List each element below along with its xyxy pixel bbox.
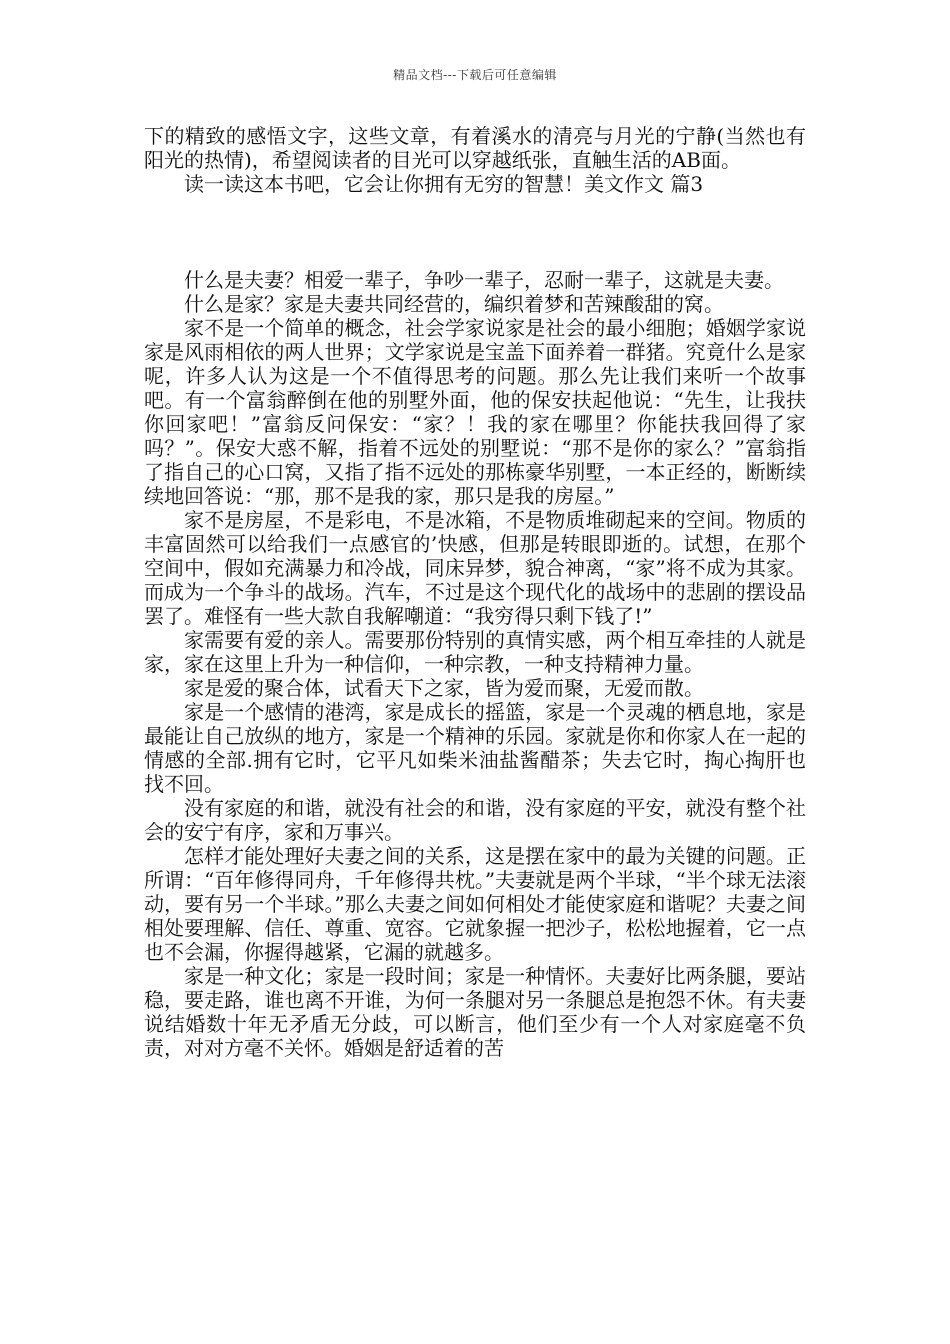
paragraph: 家不是房屋，不是彩电，不是冰箱，不是物质堆砌起来的空间。物质的丰富固然可以给我们一点感官的’快感，但那是转眼即逝的。试想，在那个空间中，假如充满暴力和冷战，同床异梦，貌合神离，“家”将不成为其家。而成为一个争斗的战场。汽车，不过是这个现代化的战场中的悲剧的摆设品罢了。难怪有一些大款自我解嘲道：“我穷得只剩下钱了!” — [144, 508, 806, 628]
paragraph-section-heading: 读一读这本书吧，它会让你拥有无穷的智慧！美文作文 篇3 — [184, 172, 704, 196]
paragraph: 什么是夫妻？相爱一辈子，争吵一辈子，忍耐一辈子，这就是夫妻。 — [184, 268, 784, 292]
paragraph: 什么是家？家是夫妻共同经营的，编织着梦和苦辣酸甜的窝。 — [184, 292, 724, 316]
page-header: 精品文档---下载后可任意编辑 — [393, 68, 557, 82]
paragraph: 没有家庭的和谐，就没有社会的和谐，没有家庭的平安，就没有整个社会的安宁有序，家和万事兴。 — [144, 796, 806, 844]
paragraph: 家是爱的聚合体，试看天下之家，皆为爱而聚，无爱而散。 — [184, 676, 704, 700]
document-body — [144, 124, 806, 1060]
paragraph-continuation: 下的精致的感悟文字，这些文章，有着溪水的清亮与月光的宁静(当然也有阳光的热情)，希望阅读者的目光可以穿越纸张，直触生活的AB面。 — [144, 124, 806, 172]
paragraph: 家是一个感情的港湾，家是成长的摇篮，家是一个灵魂的栖息地，家是最能让自己放纵的地方，家是一个精神的乐园。家就是你和你家人在一起的情感的全部.拥有它时，它平凡如柴米油盐酱醋茶；失去它时，掏心掏肝也找不回。 — [144, 700, 806, 796]
paragraph: 家需要有爱的亲人。需要那份特别的真情实感，两个相互牵挂的人就是家，家在这里上升为一种信仰，一种宗教，一种支持精神力量。 — [144, 628, 806, 676]
paragraph: 家是一种文化；家是一段时间；家是一种情怀。夫妻好比两条腿，要站稳，要走路，谁也离不开谁，为何一条腿对另一条腿总是抱怨不休。有夫妻说结婚数十年无矛盾无分歧，可以断言，他们至少有一个人对家庭毫不负责，对对方毫不关怀。婚姻是舒适着的苦 — [144, 964, 806, 1060]
paragraph: 家不是一个简单的概念，社会学家说家是社会的最小细胞；婚姻学家说家是风雨相依的两人世界；文学家说是宝盖下面养着一群猪。究竟什么是家呢，许多人认为这是一个不值得思考的问题。那么先让我们来听一个故事吧。有一个富翁醉倒在他的别墅外面，他的保安扶起他说：“先生，让我扶你回家吧！”富翁反问保安：“家？！我的家在哪里？你能扶我回得了家吗？”。保安大惑不解，指着不远处的别墅说：“那不是你的家么？”富翁指了指自己的心口窝，又指了指不远处的那栋豪华别墅，一本正经的，断断续续地回答说：“那，那不是我的家，那只是我的房屋。” — [144, 316, 806, 508]
paragraph: 怎样才能处理好夫妻之间的关系，这是摆在家中的最为关键的问题。正所谓：“百年修得同舟，千年修得共枕。”夫妻就是两个半球，“半个球无法滚动，要有另一个半球。”那么夫妻之间如何相处才能使家庭和谐呢？夫妻之间相处要理解、信任、尊重、宽容。它就象握一把沙子，松松地握着，它一点也不会漏，你握得越紧，它漏的就越多。 — [144, 844, 806, 964]
